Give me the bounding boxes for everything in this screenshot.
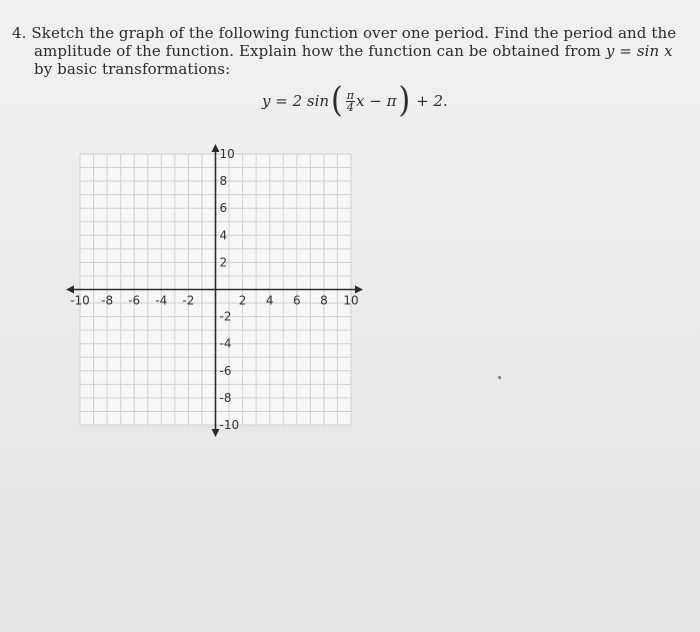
question-line-3: by basic transformations: [34,60,231,78]
x-axis-arrow-left [66,286,74,294]
x-tick-label: -4 [155,293,168,308]
question-text-2: amplitude of the function. Explain how the function can be obtained from [34,42,601,60]
y-tick-label: 2 [219,255,228,270]
right-paren: ) [398,80,411,121]
y-tick-label: 6 [219,201,228,216]
x-tick-label: 2 [238,293,247,308]
fraction-denominator: 4 [346,100,354,114]
y-tick-label: 10 [219,147,235,161]
question-number: 4. [12,24,27,42]
formula-lhs: y = 2 sin [262,92,330,110]
formula-rhs: + 2. [416,92,448,110]
x-tick-label: -10 [70,293,90,308]
y-tick-label: -4 [219,336,232,351]
base-function: y = sin x [605,42,673,60]
x-tick-label: -2 [182,293,195,308]
fraction [346,90,355,113]
y-tick-label: 8 [219,174,228,189]
x-tick-label: 6 [292,293,301,308]
x-axis-arrow-right [355,286,363,294]
x-tick-label: 8 [320,293,328,308]
x-tick-label: 4 [265,293,274,308]
y-tick-label: -10 [219,418,240,432]
y-axis-arrow-up [212,144,220,152]
question-line-2 [12,42,673,60]
x-tick-label: 10 [343,293,359,308]
function-formula [262,80,448,121]
y-tick-label: -2 [219,309,232,324]
y-tick-label: -8 [219,390,232,405]
x-tick-label: -8 [101,293,114,308]
x-tick-label: -6 [128,293,141,308]
left-paren: ( [331,80,343,121]
fraction-numerator: π [346,88,354,102]
y-tick-label: 4 [219,228,228,243]
question-block [12,24,677,78]
formula-inner: x − π [356,92,397,110]
y-tick-label: -6 [219,363,232,378]
question-line-1 [12,24,677,42]
y-axis-arrow-down [212,429,220,437]
question-text-1: Sketch the graph of the following function over one period. Find the period and the [31,24,677,42]
grid-svg [66,144,366,434]
stray-mark [498,376,501,379]
coordinate-grid [66,144,366,434]
